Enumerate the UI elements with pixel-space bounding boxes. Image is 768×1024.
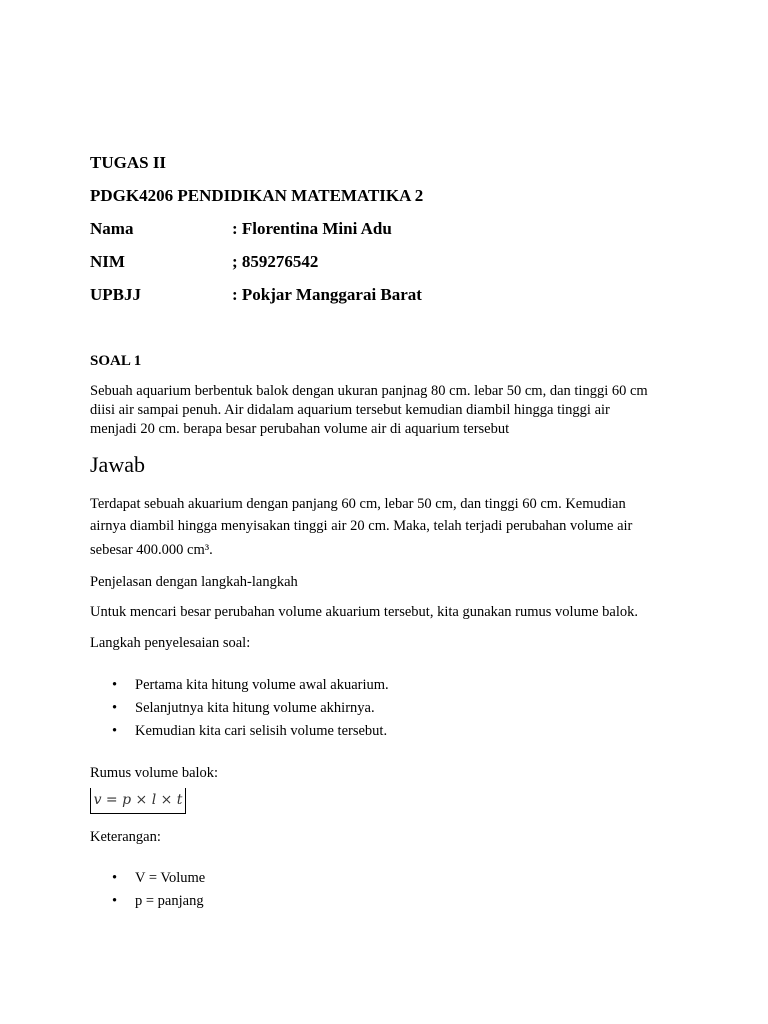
upbjj-label: UPBJJ xyxy=(90,285,141,304)
steps-list xyxy=(90,674,389,743)
list-item xyxy=(90,720,389,743)
question-line: diisi air sampai penuh. Air didalam aquarium tersebut kemudian diambil hingga tinggi air xyxy=(90,402,610,418)
bullet-icon: • xyxy=(112,723,118,739)
question-line: menjadi 20 cm. berapa besar perubahan volume air di aquarium tersebut xyxy=(90,421,510,437)
list-item xyxy=(90,890,205,913)
answer-intro-line: sebesar 400.000 cm³. xyxy=(90,542,213,558)
step-text: Kemudian kita cari selisih volume tersebut. xyxy=(135,723,388,739)
bullet-icon: • xyxy=(112,700,118,716)
answer-heading: Jawab xyxy=(90,452,145,477)
legend-text: V = Volume xyxy=(135,870,206,886)
step-text: Selanjutnya kita hitung volume akhirnya. xyxy=(135,700,375,716)
question-line: Sebuah aquarium berbentuk balok dengan ukuran panjnag 80 cm. lebar 50 cm, dan tinggi 60 cm xyxy=(90,383,648,399)
list-item xyxy=(90,867,205,890)
legend-text: p = panjang xyxy=(135,893,204,909)
bullet-icon: • xyxy=(112,893,118,909)
legend-list xyxy=(90,867,205,913)
course-title: PDGK4206 PENDIDIKAN MATEMATIKA 2 xyxy=(90,186,424,205)
formula-title: Rumus volume balok: xyxy=(90,765,219,781)
answer-intro-line: Terdapat sebuah akuarium dengan panjang 60 cm, lebar 50 cm, dan tinggi 60 cm. Kemudian xyxy=(90,496,626,512)
upbjj-value: : Pokjar Manggarai Barat xyxy=(232,285,422,304)
assignment-title: TUGAS II xyxy=(90,153,167,172)
explanation-text: Untuk mencari besar perubahan volume akuarium tersebut, kita gunakan rumus volume balok. xyxy=(90,604,639,620)
formula-box: v = p × l × t xyxy=(90,788,186,814)
bullet-icon: • xyxy=(112,870,118,886)
steps-title: Langkah penyelesaian soal: xyxy=(90,635,251,651)
bullet-icon: • xyxy=(112,677,118,693)
name-label: Nama xyxy=(90,219,134,238)
legend-title: Keterangan: xyxy=(90,829,161,845)
explanation-title: Penjelasan dengan langkah-langkah xyxy=(90,574,298,590)
nim-label: NIM xyxy=(90,252,125,271)
answer-intro-line: airnya diambil hingga menyisakan tinggi air 20 cm. Maka, telah terjadi perubahan volume air xyxy=(90,518,633,534)
list-item xyxy=(90,674,389,697)
nim-value: ; 859276542 xyxy=(232,252,319,271)
question-title: SOAL 1 xyxy=(90,353,142,369)
list-item xyxy=(90,697,389,720)
step-text: Pertama kita hitung volume awal akuarium. xyxy=(135,677,389,693)
name-value: : Florentina Mini Adu xyxy=(232,219,392,238)
